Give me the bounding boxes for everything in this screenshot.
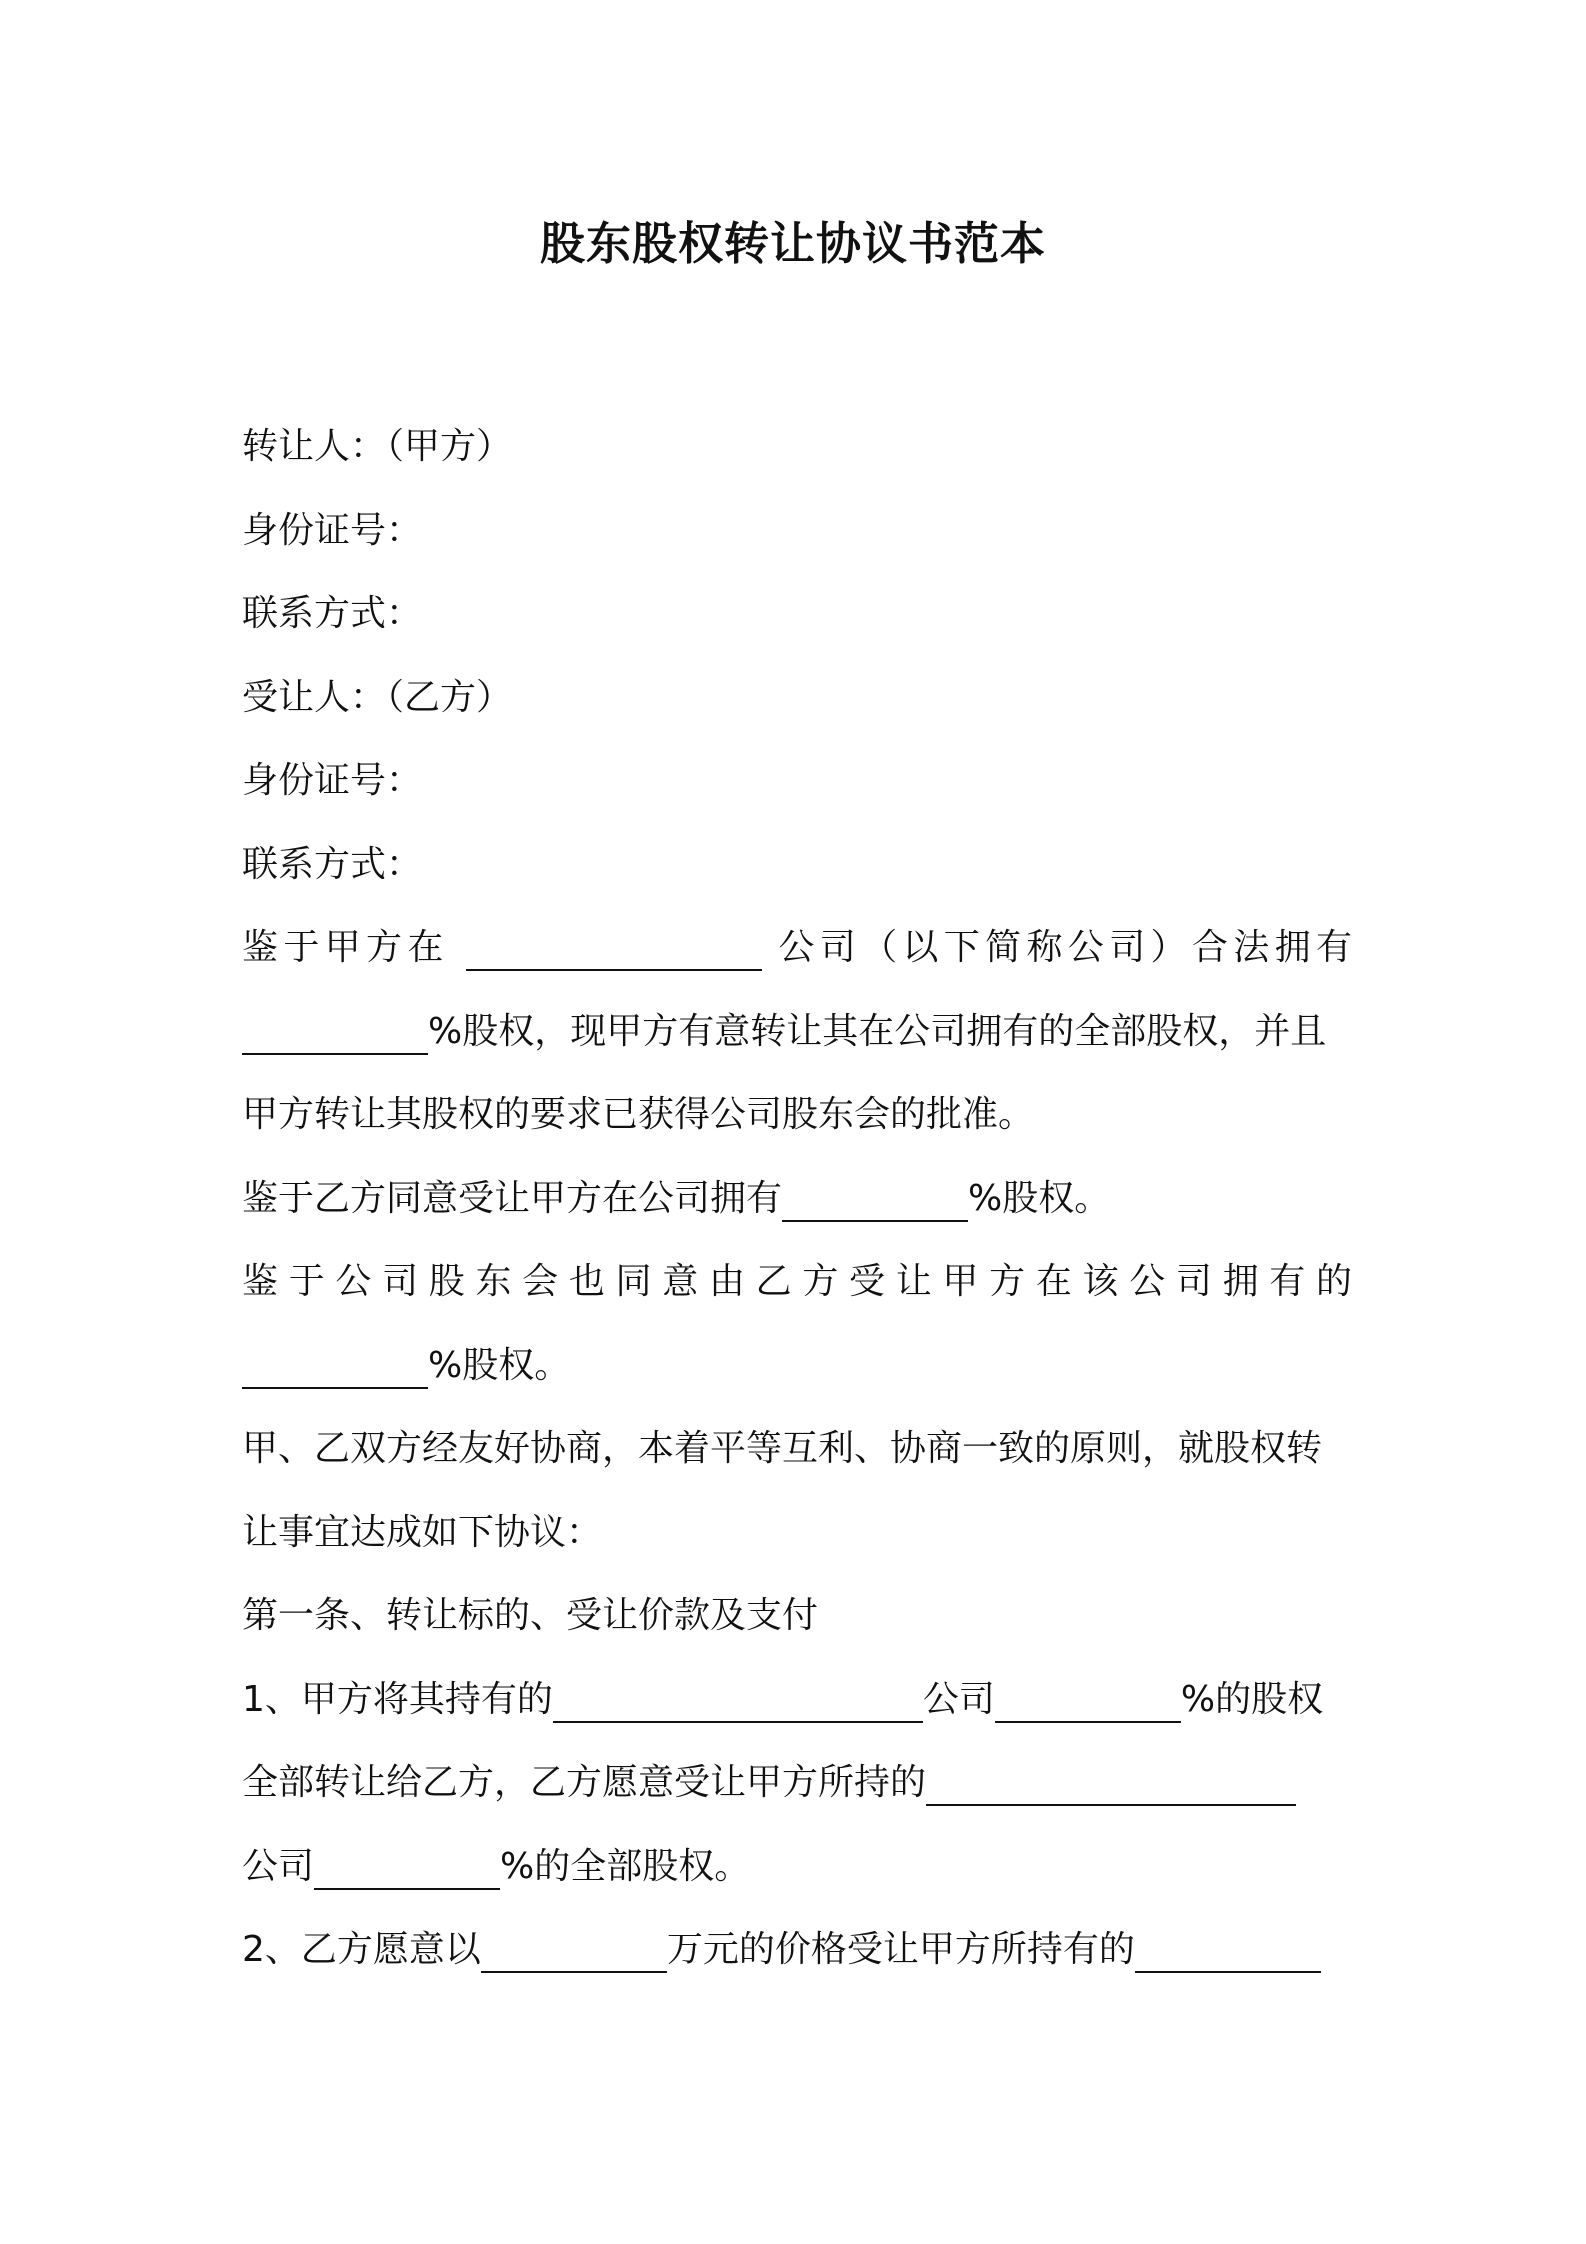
recital-1-line-2 bbox=[242, 990, 1352, 1074]
article-1-clause-2-line-1 bbox=[242, 1908, 1352, 1992]
clause-1-text-d: 全部转让给乙方，乙方愿意受让甲方所持的 bbox=[242, 1762, 927, 1803]
recital-2-line bbox=[242, 1157, 1352, 1241]
document-body bbox=[242, 405, 1352, 1992]
transferee-contact-line: 联系方式： bbox=[242, 843, 423, 885]
blank-company-name bbox=[553, 1677, 923, 1723]
blank-percentage bbox=[242, 1009, 428, 1055]
recital-1-text-c: %股权，现甲方有意转让其在公司拥有的全部股权，并且 bbox=[428, 1010, 1327, 1052]
recital-1-text-a: 鉴于甲方在 bbox=[242, 927, 449, 968]
clause-1-text-c: %的股权 bbox=[1180, 1678, 1324, 1720]
transferee-id-line: 身份证号： bbox=[242, 760, 423, 801]
clause-2-text-b: 万元的价格受让甲方所持有的 bbox=[666, 1929, 1135, 1970]
blank-percentage bbox=[995, 1677, 1181, 1723]
blank-trailing bbox=[1135, 1927, 1321, 1973]
clause-1-text-f: %的全部股权。 bbox=[500, 1845, 751, 1887]
recital-3-text-b: %股权。 bbox=[428, 1344, 571, 1386]
blank-company-name bbox=[926, 1760, 1296, 1806]
recital-1-text-b: 公司（以下简称公司）合法拥有 bbox=[778, 927, 1352, 968]
recital-2-text-b: %股权。 bbox=[968, 1177, 1111, 1219]
article-1-clause-1-line-2 bbox=[242, 1741, 1352, 1825]
transferor-line: 转让人：（甲方） bbox=[242, 426, 513, 467]
blank-company-name bbox=[466, 925, 762, 971]
transferee-line: 受让人：（乙方） bbox=[242, 676, 513, 718]
document-title: 股东股权转让协议书范本 bbox=[539, 217, 1046, 270]
recital-4-line-2: 让事宜达成如下协议： bbox=[242, 1511, 603, 1553]
article-1-clause-1-line-3 bbox=[242, 1825, 1352, 1909]
clause-1-text-b: 公司 bbox=[922, 1678, 995, 1720]
recital-3-line-1: 鉴于公司股东会也同意由乙方受让甲方在该公司拥有的 bbox=[242, 1261, 1352, 1302]
blank-percentage bbox=[242, 1343, 428, 1389]
clause-1-text-e: 公司 bbox=[242, 1845, 315, 1887]
blank-amount bbox=[481, 1927, 667, 1973]
recital-2-text-a: 鉴于乙方同意受让甲方在公司拥有 bbox=[242, 1177, 783, 1219]
blank-percentage bbox=[314, 1844, 500, 1890]
recital-3-line-2 bbox=[242, 1324, 1352, 1408]
blank-percentage bbox=[782, 1176, 968, 1222]
article-1-heading: 第一条、转让标的、受让价款及支付 bbox=[242, 1595, 819, 1636]
clause-2-text-a: 2、乙方愿意以 bbox=[242, 1929, 481, 1970]
transferor-id-line: 身份证号： bbox=[242, 509, 423, 551]
recital-4-line-1: 甲、乙双方经友好协商，本着平等互利、协商一致的原则，就股权转 bbox=[242, 1428, 1323, 1469]
article-1-clause-1-line-1 bbox=[242, 1658, 1352, 1742]
transferor-contact-line: 联系方式： bbox=[242, 593, 423, 634]
recital-1-line-1 bbox=[242, 906, 1352, 990]
recital-1-line-3: 甲方转让其股权的要求已获得公司股东会的批准。 bbox=[242, 1094, 1035, 1135]
clause-1-text-a: 1、甲方将其持有的 bbox=[242, 1678, 553, 1720]
